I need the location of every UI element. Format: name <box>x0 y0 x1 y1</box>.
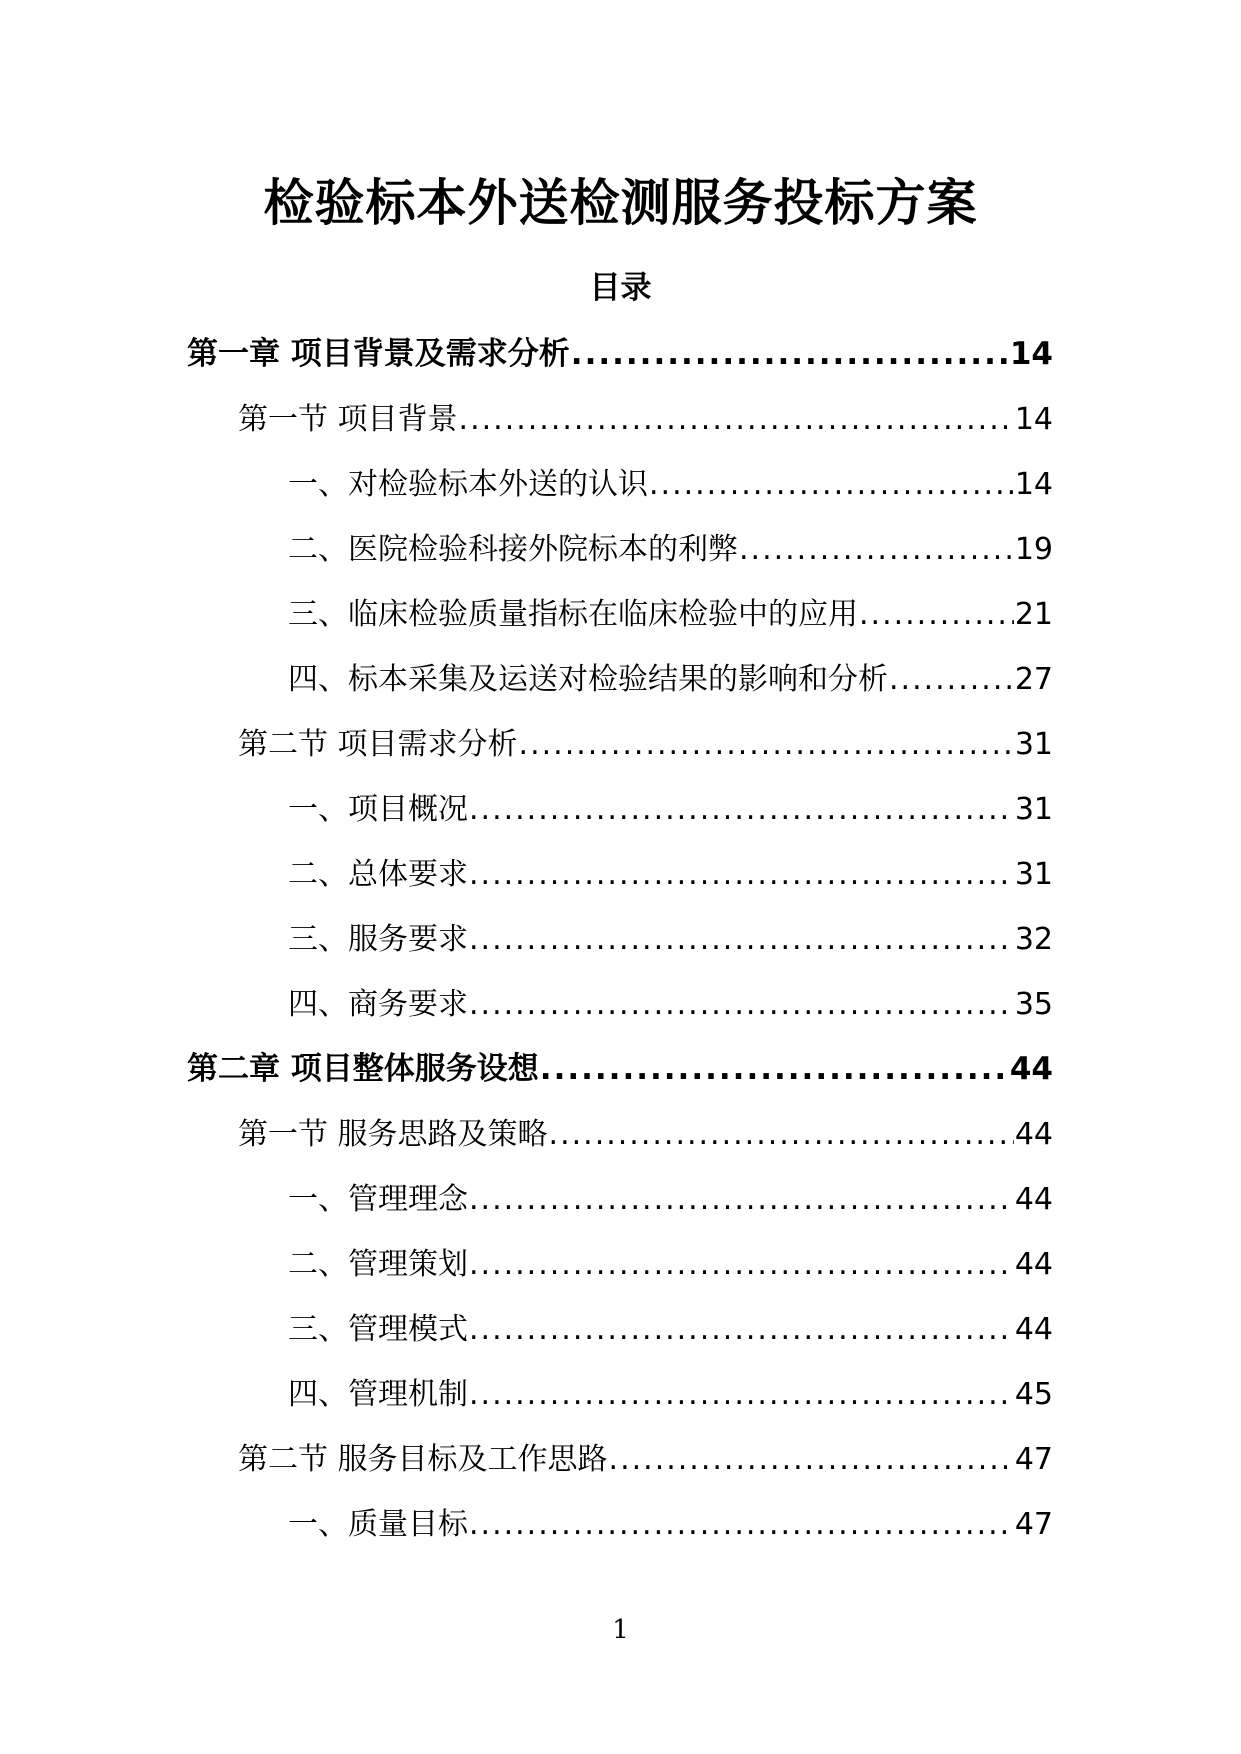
toc-entry-label: 二、管理策划 <box>288 1247 468 1282</box>
toc-entry[interactable] <box>0 322 1241 387</box>
toc-entry[interactable] <box>0 1167 1241 1232</box>
toc-entry-label: 二、医院检验科接外院标本的利弊 <box>288 532 738 567</box>
document-title: 检验标本外送检测服务投标方案 <box>263 174 978 232</box>
dot-leader <box>469 972 1014 1037</box>
dot-leader <box>469 1297 1014 1362</box>
toc-entry[interactable] <box>0 647 1241 712</box>
toc-entry-page: 45 <box>1014 1377 1053 1412</box>
dot-leader <box>571 322 1009 387</box>
toc-entry[interactable] <box>0 452 1241 517</box>
dot-leader <box>459 387 1014 452</box>
dot-leader <box>469 1362 1014 1427</box>
toc-entry-page: 14 <box>1009 336 1053 372</box>
toc-entry-page: 32 <box>1014 922 1053 957</box>
toc-entry-label: 一、对检验标本外送的认识 <box>288 467 648 502</box>
toc-entry-page: 44 <box>1014 1247 1053 1282</box>
toc-entry-page: 21 <box>1014 597 1053 632</box>
toc-entry[interactable] <box>0 1362 1241 1427</box>
toc-entry-label: 二、总体要求 <box>288 857 468 892</box>
toc-entry-label: 四、标本采集及运送对检验结果的影响和分析 <box>288 662 888 697</box>
toc-entry-page: 31 <box>1014 792 1053 827</box>
dot-leader <box>469 1232 1014 1297</box>
dot-leader <box>649 452 1014 517</box>
toc-entry-page: 35 <box>1014 987 1053 1022</box>
toc-entry-label: 四、管理机制 <box>288 1377 468 1412</box>
toc-entry-page: 44 <box>1009 1051 1053 1087</box>
toc-entry-page: 44 <box>1014 1312 1053 1347</box>
dot-leader <box>469 1492 1014 1557</box>
toc-entry-label: 一、项目概况 <box>288 792 468 827</box>
toc-entry-page: 31 <box>1014 857 1053 892</box>
toc-entry-label: 一、质量目标 <box>288 1507 468 1542</box>
toc-entry-label: 三、临床检验质量指标在临床检验中的应用 <box>288 597 858 632</box>
toc-entry[interactable] <box>0 1297 1241 1362</box>
toc-entry[interactable] <box>0 972 1241 1037</box>
dot-leader <box>859 582 1014 647</box>
toc-entry-label: 三、管理模式 <box>288 1312 468 1347</box>
toc-entry[interactable] <box>0 777 1241 842</box>
toc-entry[interactable] <box>0 842 1241 907</box>
toc-entry[interactable] <box>0 712 1241 777</box>
toc-entry[interactable] <box>0 517 1241 582</box>
toc-entry-label: 第一章 项目背景及需求分析 <box>187 336 570 372</box>
toc-entry-label: 三、服务要求 <box>288 922 468 957</box>
toc-entry-label: 第一节 项目背景 <box>238 402 458 437</box>
dot-leader <box>540 1037 1009 1102</box>
toc-entry[interactable] <box>0 907 1241 972</box>
dot-leader <box>739 517 1014 582</box>
dot-leader <box>519 712 1014 777</box>
toc-entry[interactable] <box>0 387 1241 452</box>
page-number: 1 <box>612 1615 629 1645</box>
toc-entry[interactable] <box>0 1232 1241 1297</box>
dot-leader <box>469 777 1014 842</box>
toc-entry[interactable] <box>0 582 1241 647</box>
toc-entry-page: 47 <box>1014 1507 1053 1542</box>
toc-entry-label: 一、管理理念 <box>288 1182 468 1217</box>
dot-leader <box>469 907 1014 972</box>
toc-entry-page: 14 <box>1014 467 1053 502</box>
toc-entry[interactable] <box>0 1102 1241 1167</box>
dot-leader <box>889 647 1014 712</box>
toc-entry-page: 27 <box>1014 662 1053 697</box>
dot-leader <box>469 1167 1014 1232</box>
toc-entry-label: 第二节 服务目标及工作思路 <box>238 1442 608 1477</box>
toc-entry-page: 47 <box>1014 1442 1053 1477</box>
toc-entry-label: 第二章 项目整体服务设想 <box>187 1051 539 1087</box>
toc-entry-page: 19 <box>1014 532 1053 567</box>
toc-entry[interactable] <box>0 1427 1241 1492</box>
toc-entry-page: 44 <box>1014 1117 1053 1152</box>
toc-entry-page: 31 <box>1014 727 1053 762</box>
toc-entry[interactable] <box>0 1492 1241 1557</box>
dot-leader <box>549 1102 1014 1167</box>
toc-entry-page: 44 <box>1014 1182 1053 1217</box>
table-of-contents <box>0 322 1241 1557</box>
toc-entry-label: 四、商务要求 <box>288 987 468 1022</box>
toc-entry-label: 第一节 服务思路及策略 <box>238 1117 548 1152</box>
toc-entry-label: 第二节 项目需求分析 <box>238 727 518 762</box>
toc-heading: 目录 <box>589 270 652 306</box>
toc-entry[interactable] <box>0 1037 1241 1102</box>
toc-entry-page: 14 <box>1014 402 1053 437</box>
dot-leader <box>609 1427 1014 1492</box>
dot-leader <box>469 842 1014 907</box>
